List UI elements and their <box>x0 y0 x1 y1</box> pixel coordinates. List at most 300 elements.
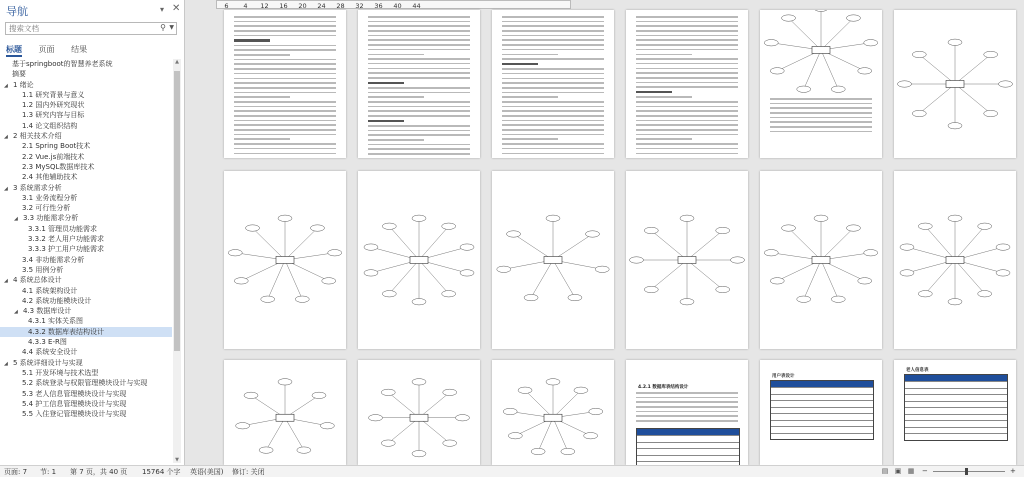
er-attribute <box>858 68 872 74</box>
outline-item[interactable] <box>0 399 172 409</box>
zoom-ruler-tick[interactable]: 40 <box>393 2 402 10</box>
er-diagram <box>358 171 480 349</box>
er-attribute <box>782 15 796 21</box>
er-link <box>804 50 821 89</box>
outline-item[interactable] <box>0 286 172 296</box>
er-attribute <box>585 231 599 237</box>
collapse-arrow-icon[interactable]: ◢ <box>14 309 18 316</box>
table-title: 用户表设计 <box>772 374 795 379</box>
collapse-arrow-icon[interactable]: ◢ <box>4 278 8 285</box>
er-entity <box>812 47 830 54</box>
er-attribute <box>261 296 275 302</box>
outline-item[interactable] <box>0 244 172 254</box>
er-entity <box>276 414 294 421</box>
web-layout-icon[interactable]: ▦ <box>907 467 915 475</box>
outline-item-label: 3.4 非功能需求分析 <box>22 255 85 264</box>
er-attribute <box>900 270 914 276</box>
outline-scrollbar[interactable] <box>173 59 181 463</box>
er-attribute <box>900 244 914 250</box>
collapse-arrow-icon[interactable]: ◢ <box>4 185 8 192</box>
er-diagram <box>224 171 346 349</box>
outline-item-label: 2.4 其他辅助技术 <box>22 173 78 182</box>
er-attribute <box>846 15 860 21</box>
collapse-arrow-icon[interactable]: ◢ <box>4 360 8 367</box>
er-attribute <box>442 291 456 297</box>
er-attribute <box>814 10 828 11</box>
er-attribute <box>948 123 962 129</box>
er-attribute <box>455 415 469 421</box>
er-diagram <box>894 10 1016 158</box>
er-attribute <box>948 215 962 221</box>
er-attribute <box>442 223 456 229</box>
page-thumbnail[interactable] <box>224 10 346 158</box>
er-attribute <box>278 215 292 221</box>
outline-item-label: 3.5 用例分析 <box>22 265 64 274</box>
er-link <box>538 418 553 452</box>
outline-item[interactable] <box>0 255 172 265</box>
er-attribute <box>518 387 532 393</box>
er-attribute <box>680 215 694 221</box>
er-attribute <box>831 86 845 92</box>
outline-item[interactable] <box>0 162 172 172</box>
page-thumbnail[interactable] <box>358 360 480 465</box>
outline-item-label: 2.3 MySQL数据库技术 <box>22 162 95 171</box>
close-icon[interactable]: ✕ <box>172 3 181 14</box>
outline-item[interactable] <box>0 100 172 110</box>
er-attribute <box>228 250 242 256</box>
outline-item-label: 5.2 系统登录与权限管理模块设计与实现 <box>22 379 148 388</box>
outline-item-label: 3.3 功能需求分析 <box>23 214 79 223</box>
outline-item-label: 基于springboot的智慧养老系统 <box>12 60 113 68</box>
er-attribute <box>797 296 811 302</box>
outline-item-label: 1.4 论文组织结构 <box>22 121 78 130</box>
status-word-count[interactable]: 15764 个字 <box>142 468 181 476</box>
er-entity <box>678 257 696 264</box>
er-attribute <box>310 225 324 231</box>
page-thumbnail[interactable] <box>492 360 614 465</box>
table-title: 老人信息表 <box>906 368 929 373</box>
er-entity <box>946 257 964 264</box>
er-attribute <box>918 291 932 297</box>
outline-item-label: 4.3.3 E-R图 <box>28 338 67 347</box>
er-link <box>651 230 687 260</box>
zoom-ruler-tick[interactable]: 24 <box>317 2 326 10</box>
page-thumbnail[interactable] <box>760 10 882 158</box>
er-link <box>253 228 285 260</box>
er-link <box>789 228 821 260</box>
er-attribute <box>460 244 474 250</box>
outline-item[interactable] <box>0 224 172 234</box>
er-link <box>419 418 450 443</box>
er-link <box>919 54 955 84</box>
outline-item-label: 4.3.1 实体关系图 <box>28 317 84 326</box>
page-thumbnail[interactable] <box>894 171 1016 349</box>
outline-item-label: 1 绪论 <box>13 80 34 89</box>
page-thumbnail[interactable] <box>626 360 748 465</box>
page-thumbnail[interactable] <box>358 10 480 158</box>
er-link <box>285 418 304 450</box>
er-attribute <box>770 68 784 74</box>
data-table <box>904 374 1008 441</box>
zoom-ruler[interactable] <box>216 0 571 9</box>
outline-item-label: 2.1 Spring Boot技术 <box>22 142 91 151</box>
er-link <box>821 50 838 89</box>
outline-item[interactable] <box>0 275 172 285</box>
page-thumbnail[interactable] <box>760 171 882 349</box>
er-attribute <box>312 392 326 398</box>
er-attribute <box>503 408 517 414</box>
status-language[interactable]: 英语(美国) <box>190 468 224 476</box>
er-attribute <box>574 387 588 393</box>
er-attribute <box>782 225 796 231</box>
er-entity <box>812 257 830 264</box>
zoom-ruler-tick[interactable]: 36 <box>374 2 383 10</box>
table-row <box>905 433 1007 440</box>
er-link <box>955 54 991 84</box>
nav-title: 导航 <box>6 5 28 18</box>
zoom-ruler-tick[interactable]: 6 <box>224 2 229 10</box>
er-diagram <box>760 10 882 158</box>
data-table <box>770 380 874 440</box>
outline-item[interactable] <box>0 80 172 90</box>
er-link <box>388 392 419 417</box>
zoom-ruler-tick[interactable]: 20 <box>298 2 307 10</box>
er-attribute <box>589 408 603 414</box>
er-link <box>804 260 821 299</box>
page-thumbnail[interactable] <box>492 171 614 349</box>
table-row <box>771 433 873 440</box>
outline-item-label: 1.2 国内外研究现状 <box>22 101 85 110</box>
er-attribute <box>978 291 992 297</box>
er-attribute <box>918 223 932 229</box>
outline-item-label: 4.2 系统功能模块设计 <box>22 296 92 305</box>
er-attribute <box>234 278 248 284</box>
er-entity <box>946 81 964 88</box>
er-attribute <box>595 266 609 272</box>
nav-options-chevron-icon[interactable]: ▾ <box>160 5 165 14</box>
document-area[interactable] <box>186 0 1024 465</box>
search-icon[interactable]: ⚲ <box>160 23 166 32</box>
collapse-arrow-icon[interactable]: ◢ <box>14 216 18 223</box>
er-link <box>389 260 419 294</box>
outline-item-label: 4.3 数据库设计 <box>23 307 72 316</box>
er-attribute <box>382 291 396 297</box>
er-attribute <box>984 51 998 57</box>
outline-item[interactable] <box>0 337 172 347</box>
outline-item-label: 1.3 研究内容与目标 <box>22 111 85 120</box>
scroll-down-icon[interactable]: ▼ <box>175 457 179 463</box>
er-entity <box>544 257 562 264</box>
er-attribute <box>278 379 292 385</box>
page-thumbnail[interactable] <box>492 10 614 158</box>
er-attribute <box>369 415 383 421</box>
er-attribute <box>764 250 778 256</box>
read-mode-icon[interactable]: ▤ <box>881 467 889 475</box>
print-layout-icon[interactable]: ▣ <box>894 467 902 475</box>
er-attribute <box>412 450 426 456</box>
er-attribute <box>507 231 521 237</box>
er-attribute <box>948 299 962 305</box>
er-diagram <box>224 360 346 465</box>
outline-item-label: 5.3 老人信息管理模块设计与实现 <box>22 389 127 398</box>
outline-item-label: 2.2 Vue.js前端技术 <box>22 152 85 161</box>
er-entity <box>544 414 562 421</box>
er-attribute <box>716 227 730 233</box>
outline-item[interactable] <box>0 213 172 223</box>
er-link <box>553 418 568 452</box>
er-attribute <box>764 40 778 46</box>
outline-item-label: 5.4 护工信息管理模块设计与实现 <box>22 399 127 408</box>
search-box[interactable] <box>5 22 177 35</box>
er-link <box>789 18 821 50</box>
er-link <box>821 260 838 299</box>
er-attribute <box>644 227 658 233</box>
outline-item[interactable] <box>0 327 172 337</box>
er-attribute <box>864 250 878 256</box>
er-link <box>268 260 285 299</box>
er-link <box>531 260 553 298</box>
tab-pages[interactable]: 页面 <box>38 45 55 54</box>
page-thumbnail[interactable] <box>760 360 882 465</box>
page-text <box>770 98 872 136</box>
er-link <box>651 260 687 290</box>
er-link <box>955 226 985 260</box>
er-entity <box>276 257 294 264</box>
zoom-slider-thumb[interactable] <box>965 468 968 475</box>
tab-headings[interactable]: 标题 <box>6 44 22 57</box>
outline-item[interactable] <box>0 378 172 388</box>
outline-item-label: 5.5 入住登记管理模块设计与实现 <box>22 410 127 419</box>
zoom-in-button[interactable]: + <box>1010 467 1016 475</box>
er-attribute <box>996 244 1010 250</box>
outline-item-label: 3.1 业务流程分析 <box>22 193 78 202</box>
er-attribute <box>831 296 845 302</box>
collapse-arrow-icon[interactable]: ◢ <box>4 82 8 89</box>
zoom-ruler-tick[interactable]: 32 <box>355 2 364 10</box>
nav-header <box>0 0 185 20</box>
er-attribute <box>531 448 545 454</box>
outline-item-label: 摘要 <box>12 70 26 79</box>
er-link <box>687 260 723 290</box>
er-link <box>388 418 419 443</box>
er-attribute <box>716 286 730 292</box>
search-dropdown-chevron-icon[interactable]: ▼ <box>169 24 174 31</box>
er-attribute <box>295 296 309 302</box>
er-diagram <box>894 171 1016 349</box>
outline-item[interactable] <box>0 347 172 357</box>
status-page-of[interactable]: 第 7 页，共 40 页 <box>70 468 128 476</box>
zoom-ruler-tick[interactable]: 28 <box>336 2 345 10</box>
outline-item-label: 5 系统详细设计与实现 <box>13 358 83 367</box>
collapse-arrow-icon[interactable]: ◢ <box>4 134 8 141</box>
er-attribute <box>460 270 474 276</box>
outline-item[interactable] <box>0 306 172 316</box>
er-attribute <box>412 215 426 221</box>
er-attribute <box>912 51 926 57</box>
status-page[interactable]: 页面: 7 <box>4 468 28 476</box>
page-thumbnail[interactable] <box>224 360 346 465</box>
page-thumbnail[interactable] <box>626 171 748 349</box>
er-attribute <box>984 110 998 116</box>
scroll-thumb[interactable] <box>174 71 180 351</box>
er-attribute <box>244 392 258 398</box>
er-entity <box>410 414 428 421</box>
er-attribute <box>797 86 811 92</box>
er-attribute <box>846 225 860 231</box>
er-link <box>919 84 955 114</box>
er-attribute <box>508 433 522 439</box>
outline-item[interactable] <box>0 358 172 368</box>
er-link <box>525 390 553 418</box>
er-diagram <box>492 171 614 349</box>
outline-item[interactable] <box>0 203 172 213</box>
er-attribute <box>443 440 457 446</box>
outline-item[interactable] <box>0 131 172 141</box>
outline-item[interactable] <box>0 265 172 275</box>
er-attribute <box>996 270 1010 276</box>
outline-item[interactable] <box>0 296 172 306</box>
er-link <box>955 260 985 294</box>
er-attribute <box>381 440 395 446</box>
er-link <box>419 392 450 417</box>
navigation-pane <box>0 0 185 465</box>
er-link <box>285 260 302 299</box>
outline-item-label: 3 系统需求分析 <box>13 183 62 192</box>
tab-results[interactable]: 结果 <box>71 45 88 54</box>
er-attribute <box>999 81 1013 87</box>
er-attribute <box>328 250 342 256</box>
er-attribute <box>629 257 643 263</box>
outline-item[interactable] <box>0 316 172 326</box>
er-link <box>821 18 853 50</box>
outline-item-label: 3.2 可行性分析 <box>22 204 71 213</box>
er-link <box>955 84 991 114</box>
zoom-ruler-tick[interactable]: 16 <box>279 2 288 10</box>
er-attribute <box>259 447 273 453</box>
outline-item[interactable] <box>0 110 172 120</box>
er-attribute <box>858 278 872 284</box>
er-diagram <box>492 360 614 465</box>
page-text <box>636 392 738 425</box>
outline-list <box>0 59 172 463</box>
er-attribute <box>864 40 878 46</box>
er-attribute <box>382 223 396 229</box>
outline-item-label: 4.1 系统架构设计 <box>22 286 78 295</box>
page-thumbnail[interactable] <box>626 10 748 158</box>
er-attribute <box>770 278 784 284</box>
er-attribute <box>561 448 575 454</box>
outline-item[interactable] <box>0 183 172 193</box>
er-link <box>285 228 317 260</box>
er-attribute <box>731 257 745 263</box>
outline-item[interactable] <box>0 69 172 79</box>
status-section[interactable]: 节: 1 <box>40 468 57 476</box>
outline-item[interactable] <box>0 59 172 69</box>
er-link <box>553 234 592 260</box>
er-link <box>925 260 955 294</box>
er-link <box>821 228 853 260</box>
page-thumbnail[interactable] <box>224 171 346 349</box>
er-attribute <box>364 270 378 276</box>
zoom-ruler-tick[interactable]: 12 <box>260 2 269 10</box>
outline-item[interactable] <box>0 368 172 378</box>
zoom-ruler-tick[interactable]: 4 <box>243 2 248 10</box>
outline-item[interactable] <box>0 172 172 182</box>
status-bar <box>0 465 1024 477</box>
er-link <box>553 390 581 418</box>
er-attribute <box>236 423 250 429</box>
er-link <box>687 230 723 260</box>
er-link <box>553 260 575 298</box>
er-attribute <box>546 215 560 221</box>
er-attribute <box>584 433 598 439</box>
er-attribute <box>912 110 926 116</box>
er-attribute <box>297 447 311 453</box>
er-diagram <box>626 171 748 349</box>
er-link <box>419 226 449 260</box>
zoom-out-button[interactable]: − <box>922 467 928 475</box>
outline-item[interactable] <box>0 193 172 203</box>
er-attribute <box>412 379 426 385</box>
er-attribute <box>443 389 457 395</box>
er-attribute <box>814 215 828 221</box>
outline-item-label: 1.1 研究背景与意义 <box>22 90 85 99</box>
outline-item-label: 4 系统总体设计 <box>13 276 62 285</box>
page-text <box>368 16 470 158</box>
zoom-ruler-tick[interactable]: 44 <box>412 2 421 10</box>
er-diagram <box>760 171 882 349</box>
er-attribute <box>680 299 694 305</box>
outline-item-label: 3.3.1 管理员功能需求 <box>28 224 98 233</box>
outline-item[interactable] <box>0 234 172 244</box>
zoom-slider[interactable] <box>933 471 1005 472</box>
er-attribute <box>320 423 334 429</box>
outline-item-label: 3.3.2 老人用户功能需求 <box>28 235 105 244</box>
outline-item[interactable] <box>0 389 172 399</box>
outline-item[interactable] <box>0 90 172 100</box>
page-thumbnail[interactable] <box>894 360 1016 465</box>
scroll-up-icon[interactable]: ▲ <box>175 59 179 65</box>
outline-item[interactable] <box>0 121 172 131</box>
outline-item[interactable] <box>0 409 172 419</box>
page-text <box>636 16 738 157</box>
er-attribute <box>246 225 260 231</box>
er-attribute <box>546 379 560 385</box>
outline-item[interactable] <box>0 141 172 151</box>
er-attribute <box>381 389 395 395</box>
outline-item-label: 5.1 开发环境与技术选型 <box>22 368 99 377</box>
er-attribute <box>897 81 911 87</box>
er-attribute <box>948 39 962 45</box>
page-text <box>502 16 604 157</box>
outline-item[interactable] <box>0 152 172 162</box>
er-attribute <box>364 244 378 250</box>
er-attribute <box>644 286 658 292</box>
outline-item-label: 2 相关技术介绍 <box>13 132 62 141</box>
page-thumbnail[interactable] <box>358 171 480 349</box>
er-attribute <box>978 223 992 229</box>
er-attribute <box>497 266 511 272</box>
status-track-changes[interactable]: 修订: 关闭 <box>232 468 265 476</box>
er-attribute <box>568 294 582 300</box>
er-link <box>419 260 449 294</box>
er-link <box>389 226 419 260</box>
er-attribute <box>524 294 538 300</box>
search-input[interactable] <box>6 23 149 34</box>
page-thumbnail[interactable] <box>894 10 1016 158</box>
er-link <box>266 418 285 450</box>
nav-tabs <box>6 44 101 56</box>
